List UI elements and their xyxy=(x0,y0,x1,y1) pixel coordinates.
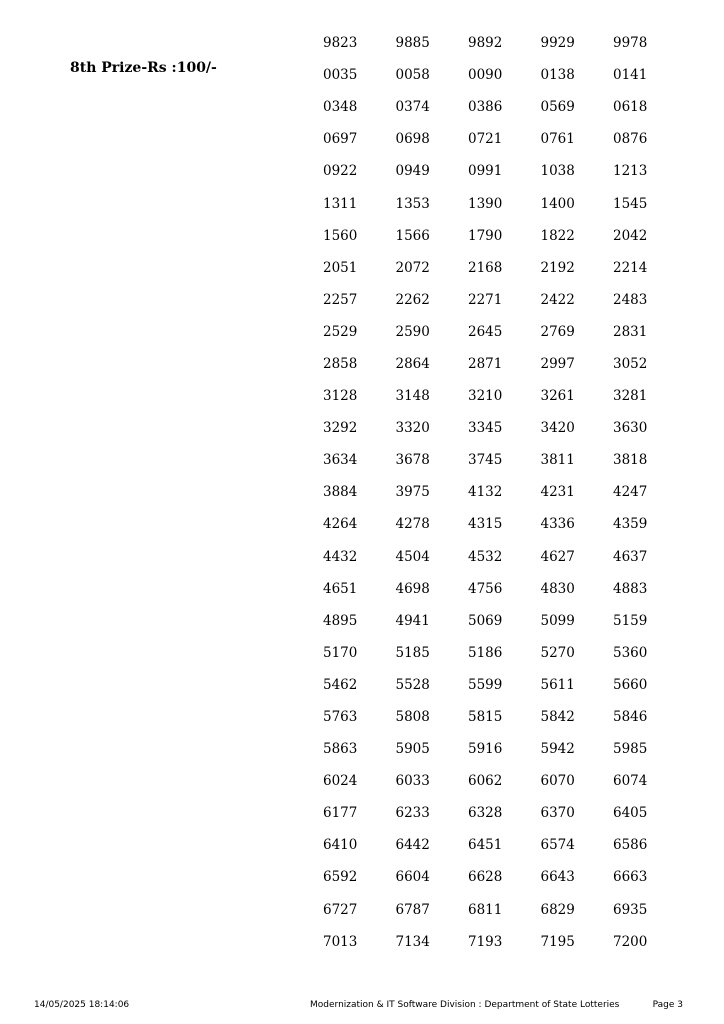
winning-number: 0949 xyxy=(395,163,430,180)
winning-number: 4132 xyxy=(468,484,503,501)
winning-number: 5905 xyxy=(395,741,430,758)
winning-number: 6233 xyxy=(395,805,430,822)
winning-number: 4756 xyxy=(468,580,503,597)
winning-number: 0697 xyxy=(323,131,358,148)
winning-number: 5170 xyxy=(323,644,358,661)
winning-number: 1038 xyxy=(540,163,575,180)
winning-number: 3292 xyxy=(323,420,358,437)
winning-number: 3320 xyxy=(395,420,430,437)
winning-number: 4264 xyxy=(323,516,358,533)
winning-number: 6811 xyxy=(468,901,503,918)
winning-number: 9892 xyxy=(468,35,503,52)
winning-number: 6405 xyxy=(613,805,648,822)
winning-number: 0922 xyxy=(323,163,358,180)
number-row xyxy=(323,476,686,508)
number-row xyxy=(323,27,686,59)
winning-number: 3052 xyxy=(613,355,648,372)
number-row xyxy=(323,926,686,958)
winning-number: 7134 xyxy=(395,933,430,950)
winning-number: 5985 xyxy=(613,741,648,758)
winning-number: 2864 xyxy=(395,355,430,372)
winning-number: 0618 xyxy=(613,99,648,116)
winning-number: 6586 xyxy=(613,837,648,854)
winning-number: 2257 xyxy=(323,291,358,308)
winning-number: 4432 xyxy=(323,548,358,565)
winning-number: 5360 xyxy=(613,644,648,661)
winning-number: 5660 xyxy=(613,676,648,693)
number-row xyxy=(323,701,686,733)
winning-number: 5099 xyxy=(540,612,575,629)
number-row xyxy=(323,220,686,252)
winning-number: 2769 xyxy=(540,323,575,340)
winning-number: 9929 xyxy=(540,35,575,52)
winning-number: 4315 xyxy=(468,516,503,533)
winning-number: 2529 xyxy=(323,323,358,340)
number-row xyxy=(323,187,686,219)
winning-number: 6451 xyxy=(468,837,503,854)
winning-number: 6727 xyxy=(323,901,358,918)
winning-number: 0876 xyxy=(613,131,648,148)
winning-number: 4247 xyxy=(613,484,648,501)
winning-number: 5599 xyxy=(468,676,503,693)
winning-number: 0141 xyxy=(613,67,648,84)
prize-category-label: 8th Prize-Rs :100/- xyxy=(70,60,217,76)
winning-number: 4895 xyxy=(323,612,358,629)
number-row xyxy=(323,829,686,861)
winning-number: 3678 xyxy=(395,452,430,469)
winning-number: 6370 xyxy=(540,805,575,822)
number-row xyxy=(323,444,686,476)
winning-number: 4651 xyxy=(323,580,358,597)
winning-number: 5846 xyxy=(613,709,648,726)
winning-number: 2042 xyxy=(613,227,648,244)
number-row xyxy=(323,412,686,444)
winning-number: 5863 xyxy=(323,741,358,758)
number-row xyxy=(323,797,686,829)
winning-number: 9978 xyxy=(613,35,648,52)
winning-number: 0138 xyxy=(540,67,575,84)
winning-number: 5159 xyxy=(613,612,648,629)
number-row xyxy=(323,669,686,701)
winning-number: 4941 xyxy=(395,612,430,629)
number-row xyxy=(323,252,686,284)
winning-number: 0386 xyxy=(468,99,503,116)
number-row xyxy=(323,508,686,540)
winning-number: 4883 xyxy=(613,580,648,597)
winning-number: 3634 xyxy=(323,452,358,469)
winning-number: 2997 xyxy=(540,355,575,372)
winning-number: 6592 xyxy=(323,869,358,886)
number-row xyxy=(323,765,686,797)
winning-number: 1560 xyxy=(323,227,358,244)
winning-number: 4231 xyxy=(540,484,575,501)
winning-number: 3745 xyxy=(468,452,503,469)
winning-number: 6643 xyxy=(540,869,575,886)
winning-number: 0058 xyxy=(395,67,430,84)
winning-number: 3818 xyxy=(613,452,648,469)
number-row xyxy=(323,894,686,926)
winning-number: 2262 xyxy=(395,291,430,308)
number-row xyxy=(323,59,686,91)
number-row xyxy=(323,91,686,123)
number-row xyxy=(323,605,686,637)
winning-number: 5808 xyxy=(395,709,430,726)
winning-number: 6787 xyxy=(395,901,430,918)
winning-number: 5185 xyxy=(395,644,430,661)
number-row xyxy=(323,573,686,605)
winning-number: 6604 xyxy=(395,869,430,886)
winning-number: 6442 xyxy=(395,837,430,854)
winning-number: 4359 xyxy=(613,516,648,533)
winning-number: 0374 xyxy=(395,99,430,116)
winning-number: 1822 xyxy=(540,227,575,244)
winning-number: 0991 xyxy=(468,163,503,180)
winning-number: 3210 xyxy=(468,388,503,405)
winning-number: 9823 xyxy=(323,35,358,52)
winning-number: 5916 xyxy=(468,741,503,758)
footer-timestamp: 14/05/2025 18:14:06 xyxy=(34,1000,130,1010)
winning-number: 6328 xyxy=(468,805,503,822)
winning-number: 5528 xyxy=(395,676,430,693)
number-row xyxy=(323,316,686,348)
winning-number: 6074 xyxy=(613,773,648,790)
winning-number: 6829 xyxy=(540,901,575,918)
number-row xyxy=(323,861,686,893)
winning-number: 3884 xyxy=(323,484,358,501)
winning-number: 4532 xyxy=(468,548,503,565)
winning-number: 0348 xyxy=(323,99,358,116)
winning-number: 1790 xyxy=(468,227,503,244)
footer-organization: Modernization & IT Software Division : Department of State Lotteries xyxy=(310,1000,620,1010)
winning-number: 6177 xyxy=(323,805,358,822)
winning-number: 3281 xyxy=(613,388,648,405)
winning-number: 6033 xyxy=(395,773,430,790)
winning-number: 2831 xyxy=(613,323,648,340)
winning-number: 2214 xyxy=(613,259,648,276)
winning-number: 2483 xyxy=(613,291,648,308)
winning-number: 6935 xyxy=(613,901,648,918)
winning-number: 1311 xyxy=(323,195,358,212)
winning-number: 1545 xyxy=(613,195,648,212)
footer-page-number: Page 3 xyxy=(652,1000,683,1010)
winning-number: 1213 xyxy=(613,163,648,180)
winning-number: 5270 xyxy=(540,644,575,661)
winning-number: 2858 xyxy=(323,355,358,372)
winning-number: 2871 xyxy=(468,355,503,372)
winning-number: 2590 xyxy=(395,323,430,340)
winning-number: 3261 xyxy=(540,388,575,405)
winning-number: 1390 xyxy=(468,195,503,212)
winning-number: 5942 xyxy=(540,741,575,758)
number-row xyxy=(323,155,686,187)
number-row xyxy=(323,284,686,316)
winning-number: 5763 xyxy=(323,709,358,726)
number-row xyxy=(323,123,686,155)
winning-number: 3345 xyxy=(468,420,503,437)
winning-number: 3420 xyxy=(540,420,575,437)
winning-number: 6062 xyxy=(468,773,503,790)
number-row xyxy=(323,637,686,669)
winning-number: 3148 xyxy=(395,388,430,405)
winning-number: 6663 xyxy=(613,869,648,886)
winning-number: 3630 xyxy=(613,420,648,437)
winning-number: 2168 xyxy=(468,259,503,276)
winning-number: 5842 xyxy=(540,709,575,726)
winning-number: 0035 xyxy=(323,67,358,84)
winning-number: 6410 xyxy=(323,837,358,854)
winning-number: 2072 xyxy=(395,259,430,276)
winning-number: 5186 xyxy=(468,644,503,661)
winning-number: 5815 xyxy=(468,709,503,726)
winning-number: 4336 xyxy=(540,516,575,533)
number-row xyxy=(323,380,686,412)
winning-number: 5611 xyxy=(540,676,575,693)
winning-number: 4637 xyxy=(613,548,648,565)
winning-number: 6628 xyxy=(468,869,503,886)
winning-number: 1566 xyxy=(395,227,430,244)
winning-number: 4627 xyxy=(540,548,575,565)
winning-number: 1400 xyxy=(540,195,575,212)
winning-number: 7013 xyxy=(323,933,358,950)
winning-number: 6070 xyxy=(540,773,575,790)
winning-numbers-grid xyxy=(323,27,686,958)
winning-number: 4504 xyxy=(395,548,430,565)
winning-number: 0721 xyxy=(468,131,503,148)
winning-number: 2271 xyxy=(468,291,503,308)
winning-number: 2645 xyxy=(468,323,503,340)
winning-number: 2192 xyxy=(540,259,575,276)
winning-number: 7200 xyxy=(613,933,648,950)
winning-number: 9885 xyxy=(395,35,430,52)
number-row xyxy=(323,541,686,573)
winning-number: 0569 xyxy=(540,99,575,116)
winning-number: 7193 xyxy=(468,933,503,950)
winning-number: 3128 xyxy=(323,388,358,405)
winning-number: 2051 xyxy=(323,259,358,276)
winning-number: 2422 xyxy=(540,291,575,308)
winning-number: 4830 xyxy=(540,580,575,597)
winning-number: 0698 xyxy=(395,131,430,148)
winning-number: 0761 xyxy=(540,131,575,148)
winning-number: 6574 xyxy=(540,837,575,854)
number-row xyxy=(323,733,686,765)
winning-number: 3975 xyxy=(395,484,430,501)
winning-number: 4278 xyxy=(395,516,430,533)
winning-number: 7195 xyxy=(540,933,575,950)
number-row xyxy=(323,348,686,380)
winning-number: 5462 xyxy=(323,676,358,693)
winning-number: 4698 xyxy=(395,580,430,597)
winning-number: 0090 xyxy=(468,67,503,84)
winning-number: 3811 xyxy=(540,452,575,469)
winning-number: 5069 xyxy=(468,612,503,629)
winning-number: 1353 xyxy=(395,195,430,212)
winning-number: 6024 xyxy=(323,773,358,790)
page-footer xyxy=(0,1000,724,1014)
